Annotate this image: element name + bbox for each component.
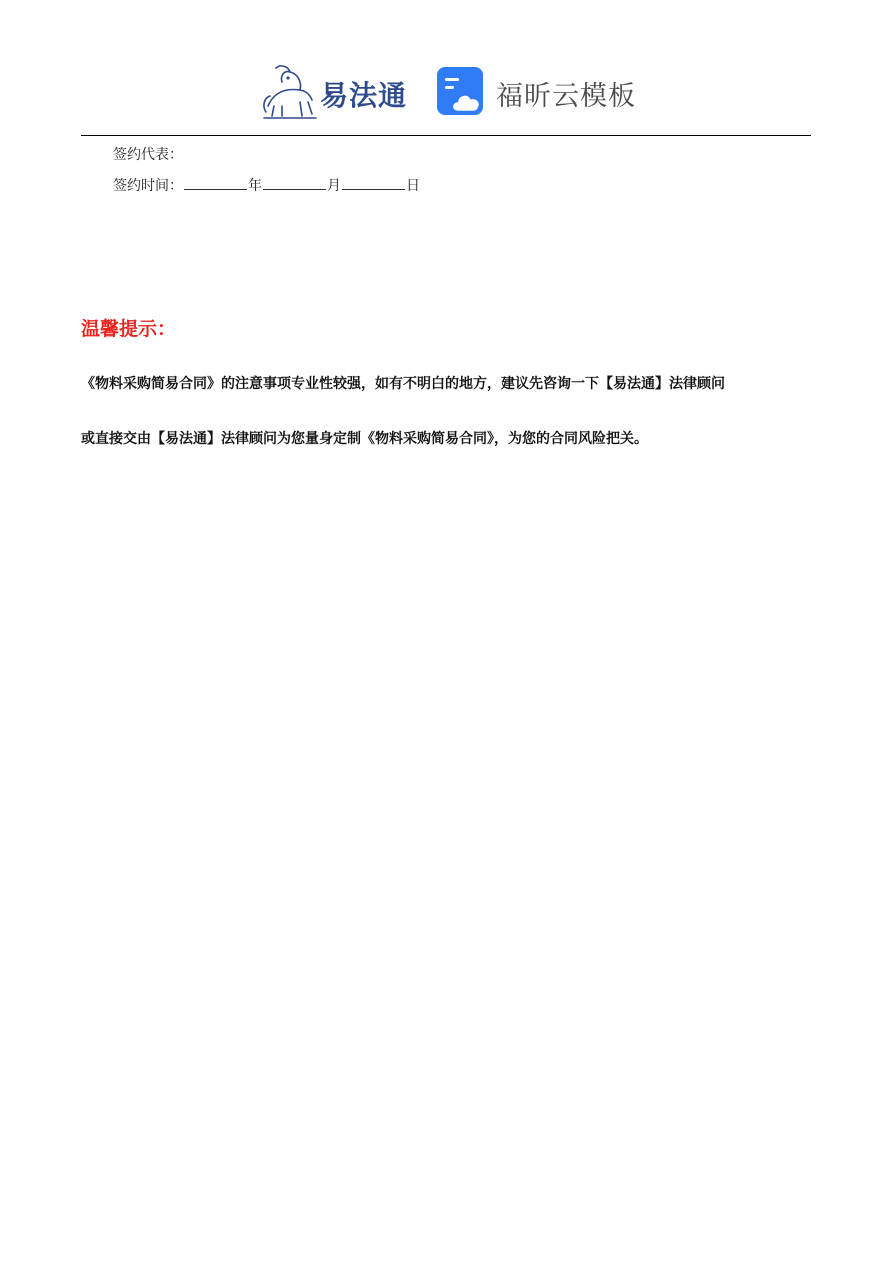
yifatong-logo	[260, 62, 420, 120]
day-unit: 日	[406, 178, 420, 194]
month-blank	[263, 177, 326, 190]
fuxin-logo-text: 福昕云模板	[496, 81, 636, 112]
page-header	[0, 56, 893, 126]
signing-time-label: 签约时间：	[113, 178, 183, 194]
cloud-doc-icon	[436, 66, 488, 118]
fuxin-logo	[436, 66, 646, 118]
header-divider	[81, 135, 811, 136]
year-blank	[184, 177, 247, 190]
tip-line-2: 或直接交由【易法通】法律顾问为您量身定制《物料采购简易合同》，为您的合同风险把关。	[81, 431, 648, 447]
signing-representative	[113, 146, 183, 164]
signing-representative-label: 签约代表：	[113, 147, 183, 163]
yifatong-logo-text: 易法通	[320, 79, 408, 112]
qilin-icon	[260, 62, 320, 120]
tip-title: 温馨提示：	[81, 318, 177, 340]
day-blank	[342, 177, 405, 190]
tip-line-1: 《物料采购简易合同》的注意事项专业性较强，如有不明白的地方，建议先咨询一下【易法通】法律顾问	[81, 376, 725, 392]
year-unit: 年	[248, 178, 262, 194]
month-unit: 月	[327, 178, 341, 194]
signing-time	[113, 177, 420, 195]
